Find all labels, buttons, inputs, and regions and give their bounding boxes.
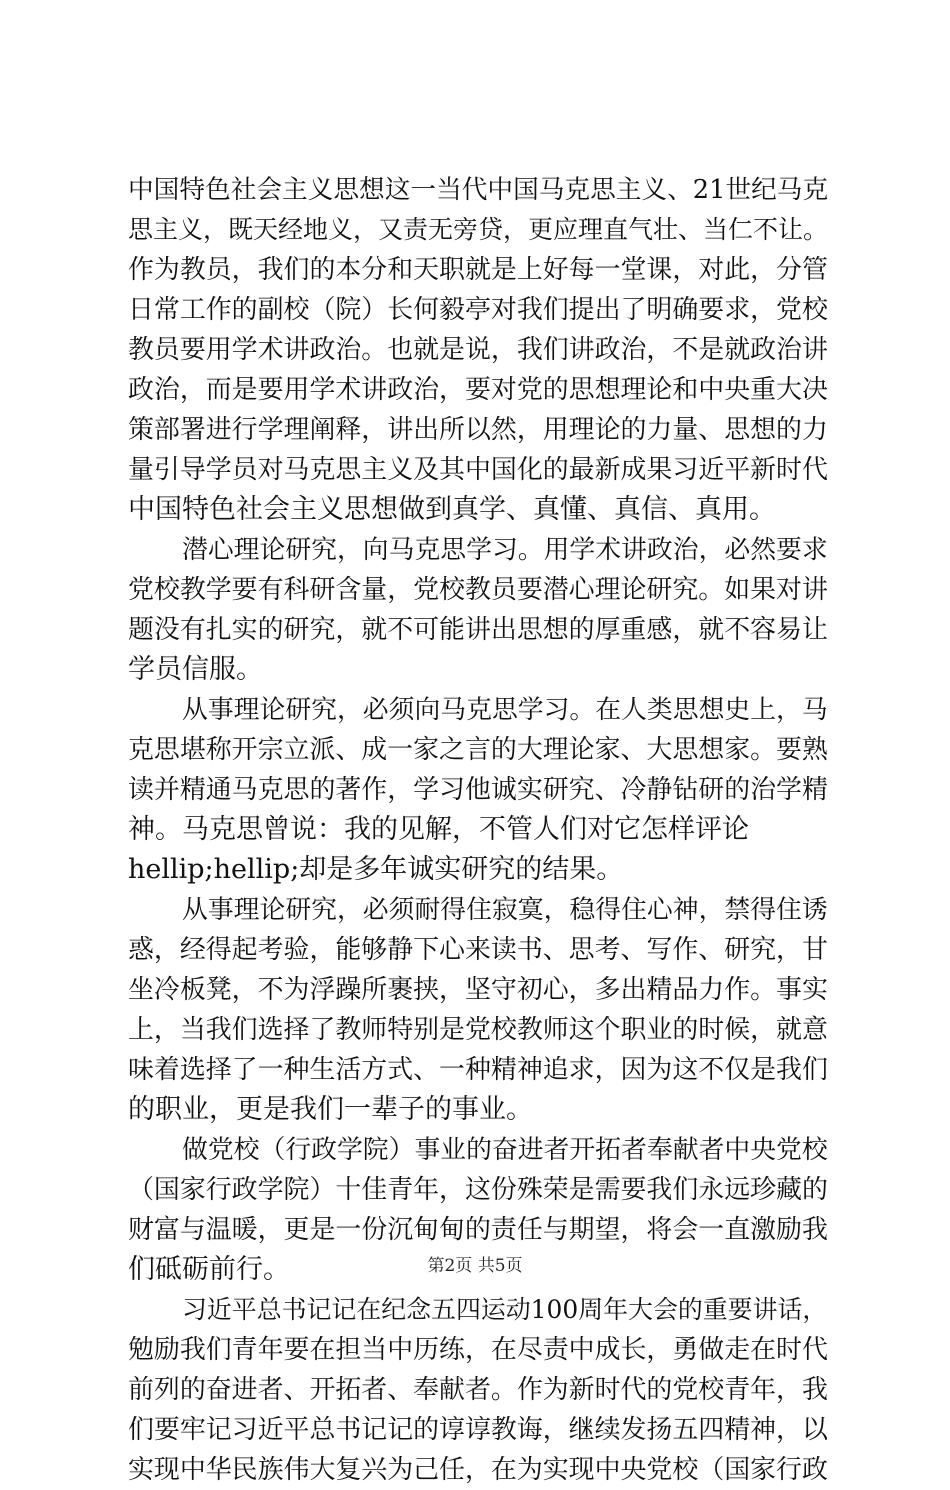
text-line: 题没有扎实的研究，就不可能讲出思想的厚重感，就不容易让 <box>128 615 828 645</box>
body-text <box>128 170 828 1490</box>
text-line: 量引导学员对马克思主义及其中国化的最新成果习近平新时代 <box>128 455 828 485</box>
text-line: 们砥砺前行。 <box>128 1254 290 1285</box>
page-footer: 第2页 共5页 <box>427 1256 523 1276</box>
text-line: 教员要用学术讲政治。也就是说，我们讲政治，不是就政治讲 <box>128 335 828 365</box>
text-line: 坐冷板凳，不为浮躁所裹挟，坚守初心，多出精品力作。事实 <box>128 975 828 1005</box>
text-line: 从事理论研究，必须向马克思学习。在人类思想史上，马 <box>182 695 828 725</box>
text-line: 惑，经得起考验，能够静下心来读书、思考、写作、研究，甘 <box>128 935 828 965</box>
text-line: 从事理论研究，必须耐得住寂寞，稳得住心神，禁得住诱 <box>182 895 828 925</box>
paragraph <box>128 170 828 530</box>
text-line: 习近平总书记记在纪念五四运动100周年大会的重要讲话， <box>182 1295 828 1324</box>
text-line: 财富与温暖，更是一份沉甸甸的责任与期望，将会一直激励我 <box>128 1215 828 1245</box>
text-line: 勉励我们青年要在担当中历练，在尽责中成长，勇做走在时代 <box>128 1335 828 1365</box>
paragraph <box>128 1290 828 1490</box>
text-line: 实现中华民族伟大复兴为己任，在为实现中央党校（国家行政 <box>128 1455 828 1485</box>
text-line: （国家行政学院）十佳青年，这份殊荣是需要我们永远珍藏的 <box>128 1175 828 1205</box>
text-line: 作为教员，我们的本分和天职就是上好每一堂课，对此，分管 <box>128 255 828 285</box>
text-line: 神。马克思曾说：我的见解，不管人们对它怎样评论 <box>128 814 749 845</box>
text-line: 潜心理论研究，向马克思学习。用学术讲政治，必然要求 <box>182 535 828 565</box>
text-line: 思主义，既天经地义，又责无旁贷，更应理直气壮、当仁不让。 <box>128 215 829 244</box>
text-line: 们要牢记习近平总书记记的谆谆教诲，继续发扬五四精神，以 <box>128 1415 828 1445</box>
text-line: 中国特色社会主义思想做到真学、真懂、真信、真用。 <box>128 494 776 525</box>
text-line: 克思堪称开宗立派、成一家之言的大理论家、大思想家。要熟 <box>128 735 828 765</box>
text-line: 的职业，更是我们一辈子的事业。 <box>128 1094 533 1125</box>
text-line: 学员信服。 <box>128 654 263 685</box>
text-line: 政治，而是要用学术讲政治，要对党的思想理论和中央重大决 <box>128 375 828 405</box>
text-line: 日常工作的副校（院）长何毅亭对我们提出了明确要求，党校 <box>128 295 828 325</box>
paragraph <box>128 890 828 1130</box>
text-line: 策部署进行学理阐释，讲出所以然，用理论的力量、思想的力 <box>128 415 828 445</box>
text-line: 党校教学要有科研含量，党校教员要潜心理论研究。如果对讲 <box>128 575 828 605</box>
text-line: 上，当我们选择了教师特别是党校教师这个职业的时候，就意 <box>128 1015 828 1045</box>
text-line: 前列的奋进者、开拓者、奉献者。作为新时代的党校青年，我 <box>128 1375 828 1405</box>
text-line: hellip;hellip;却是多年诚实研究的结果。 <box>128 854 624 885</box>
text-line: 做党校（行政学院）事业的奋进者开拓者奉献者中央党校 <box>182 1135 828 1165</box>
text-line: 味着选择了一种生活方式、一种精神追求，因为这不仅是我们 <box>128 1055 828 1085</box>
paragraph <box>128 530 828 690</box>
paragraph <box>128 690 828 890</box>
text-line: 中国特色社会主义思想这一当代中国马克思主义、21世纪马克 <box>128 175 829 205</box>
text-line: 读并精通马克思的著作，学习他诚实研究、冷静钻研的治学精 <box>128 775 828 805</box>
